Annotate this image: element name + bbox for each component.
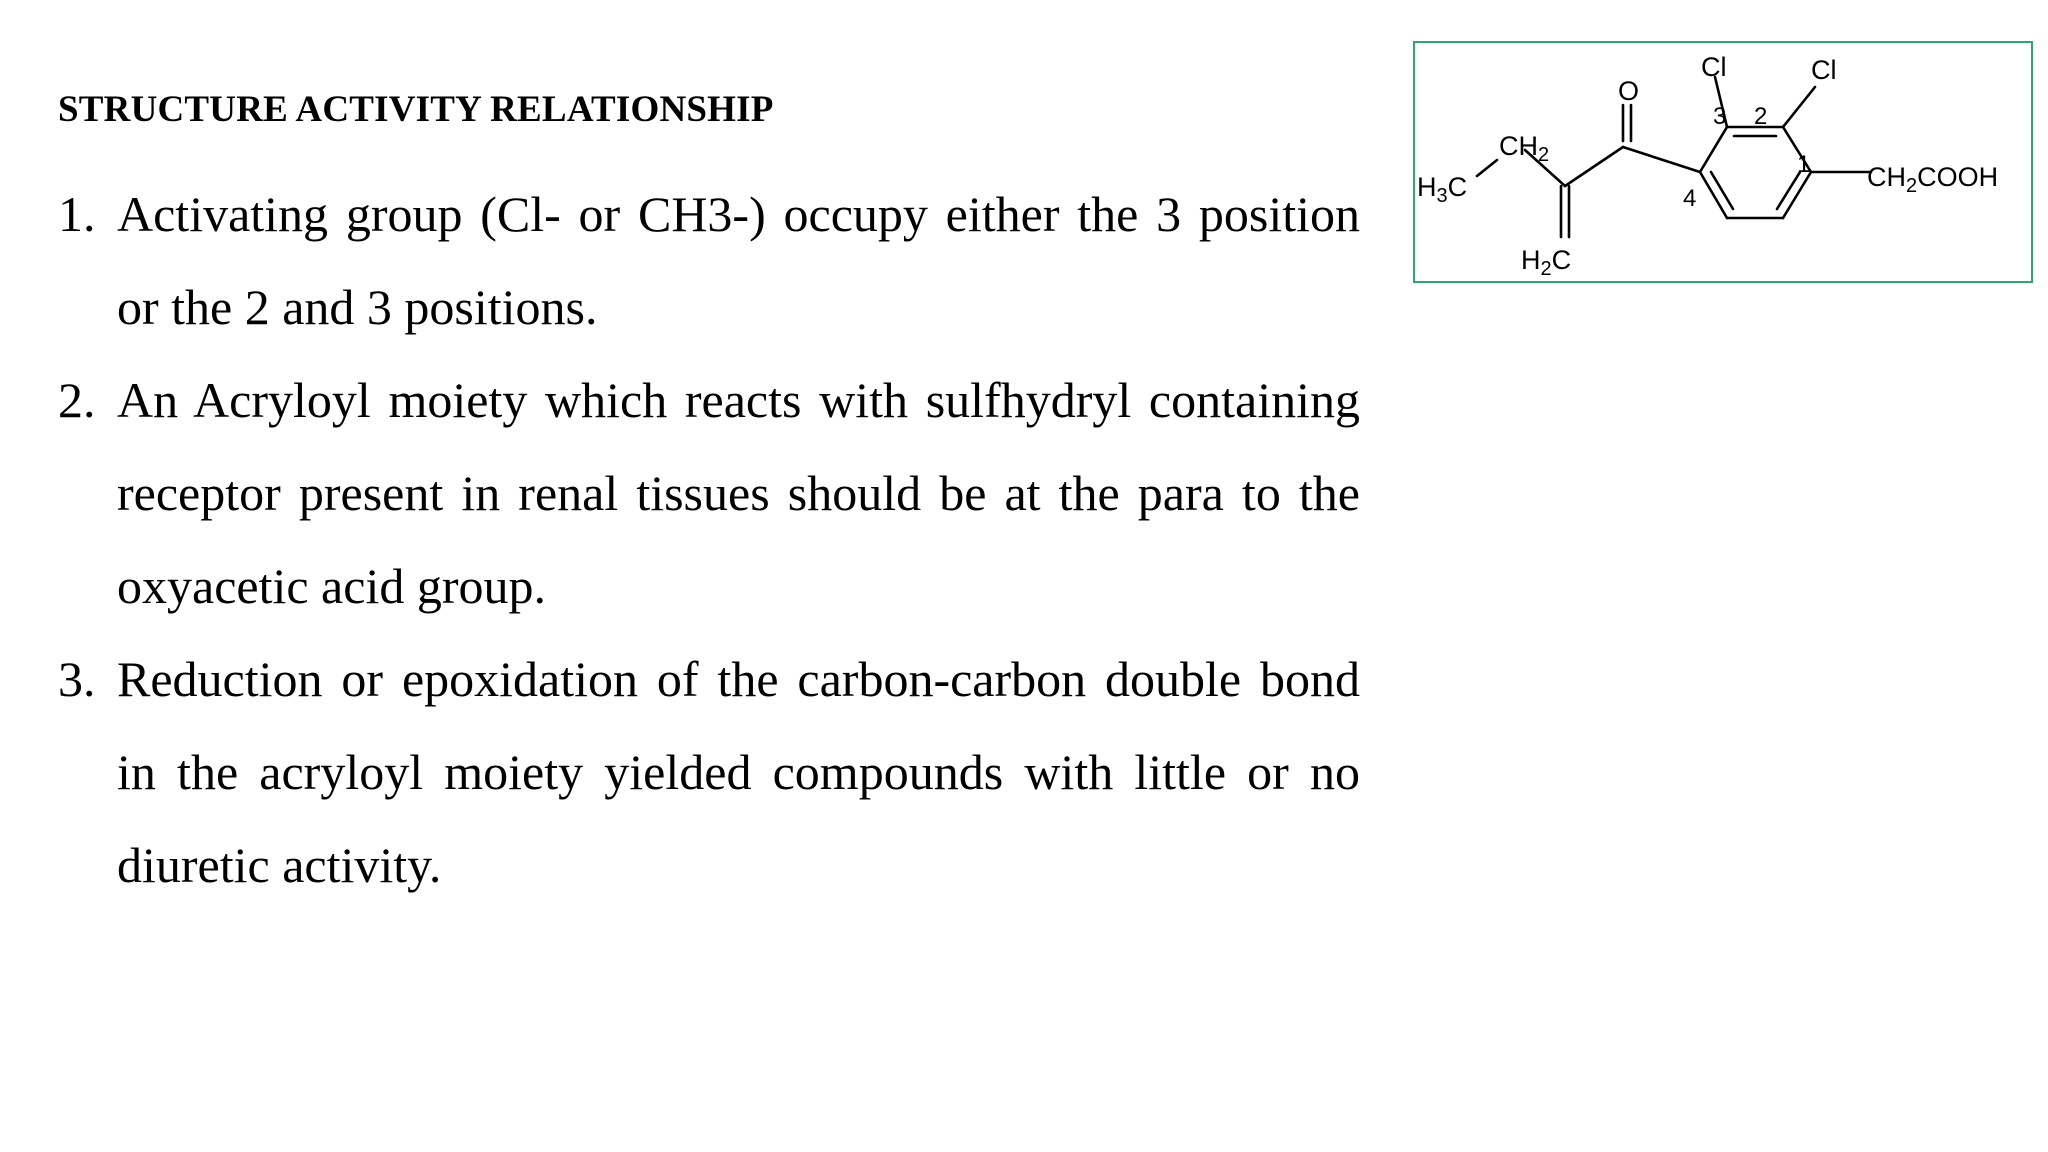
chlorine-bond [1783,87,1815,127]
carbonyl-carbon-bond [1623,147,1700,172]
sar-item-2 [58,354,1360,633]
carboxymethyl-label: CH2COOH [1867,162,1999,197]
ring-position-4: 4 [1683,185,1697,212]
chlorine-label-right: Cl [1811,55,1837,85]
sar-item-number: 2. [58,372,96,428]
ring-position-1: 1 [1797,151,1811,178]
ring-double-bond [1711,172,1733,209]
ring-position-3: 3 [1713,103,1727,130]
methylene-label: CH2 [1499,131,1550,166]
sar-item-text: An Acryloyl moiety which reacts with sulfhydryl containing receptor present in renal tissues should be at the para to the oxyacetic acid group. [117,372,1360,614]
sar-item-number: 1. [58,186,96,242]
sar-item-1 [58,168,1360,354]
sar-list [58,168,1360,912]
oxygen-label: O [1618,76,1640,106]
ethyl-bond [1477,160,1497,176]
ring-position-2: 2 [1754,103,1768,130]
methyl-label: H3C [1417,172,1468,207]
sar-item-text: Reduction or epoxidation of the carbon-carbon double bond in the acryloyl moiety yielded compounds with little or no diuretic activity. [117,651,1360,893]
chlorine-label-top: Cl [1701,52,1727,82]
alkene-bond [1565,147,1623,186]
ethacrynic-acid-structure [1413,41,2033,283]
ring-bond [1700,172,1727,218]
chemical-structure-drawing [1415,43,2031,281]
methylidene-label: H2C [1521,245,1572,280]
sar-item-number: 3. [58,651,96,707]
ring-bond [1700,127,1727,172]
sar-item-text: Activating group (Cl- or CH3-) occupy either the 3 position or the 2 and 3 positions. [117,186,1360,335]
slide-title: STRUCTURE ACTIVITY RELATIONSHIP [58,89,774,130]
sar-item-3 [58,633,1360,912]
